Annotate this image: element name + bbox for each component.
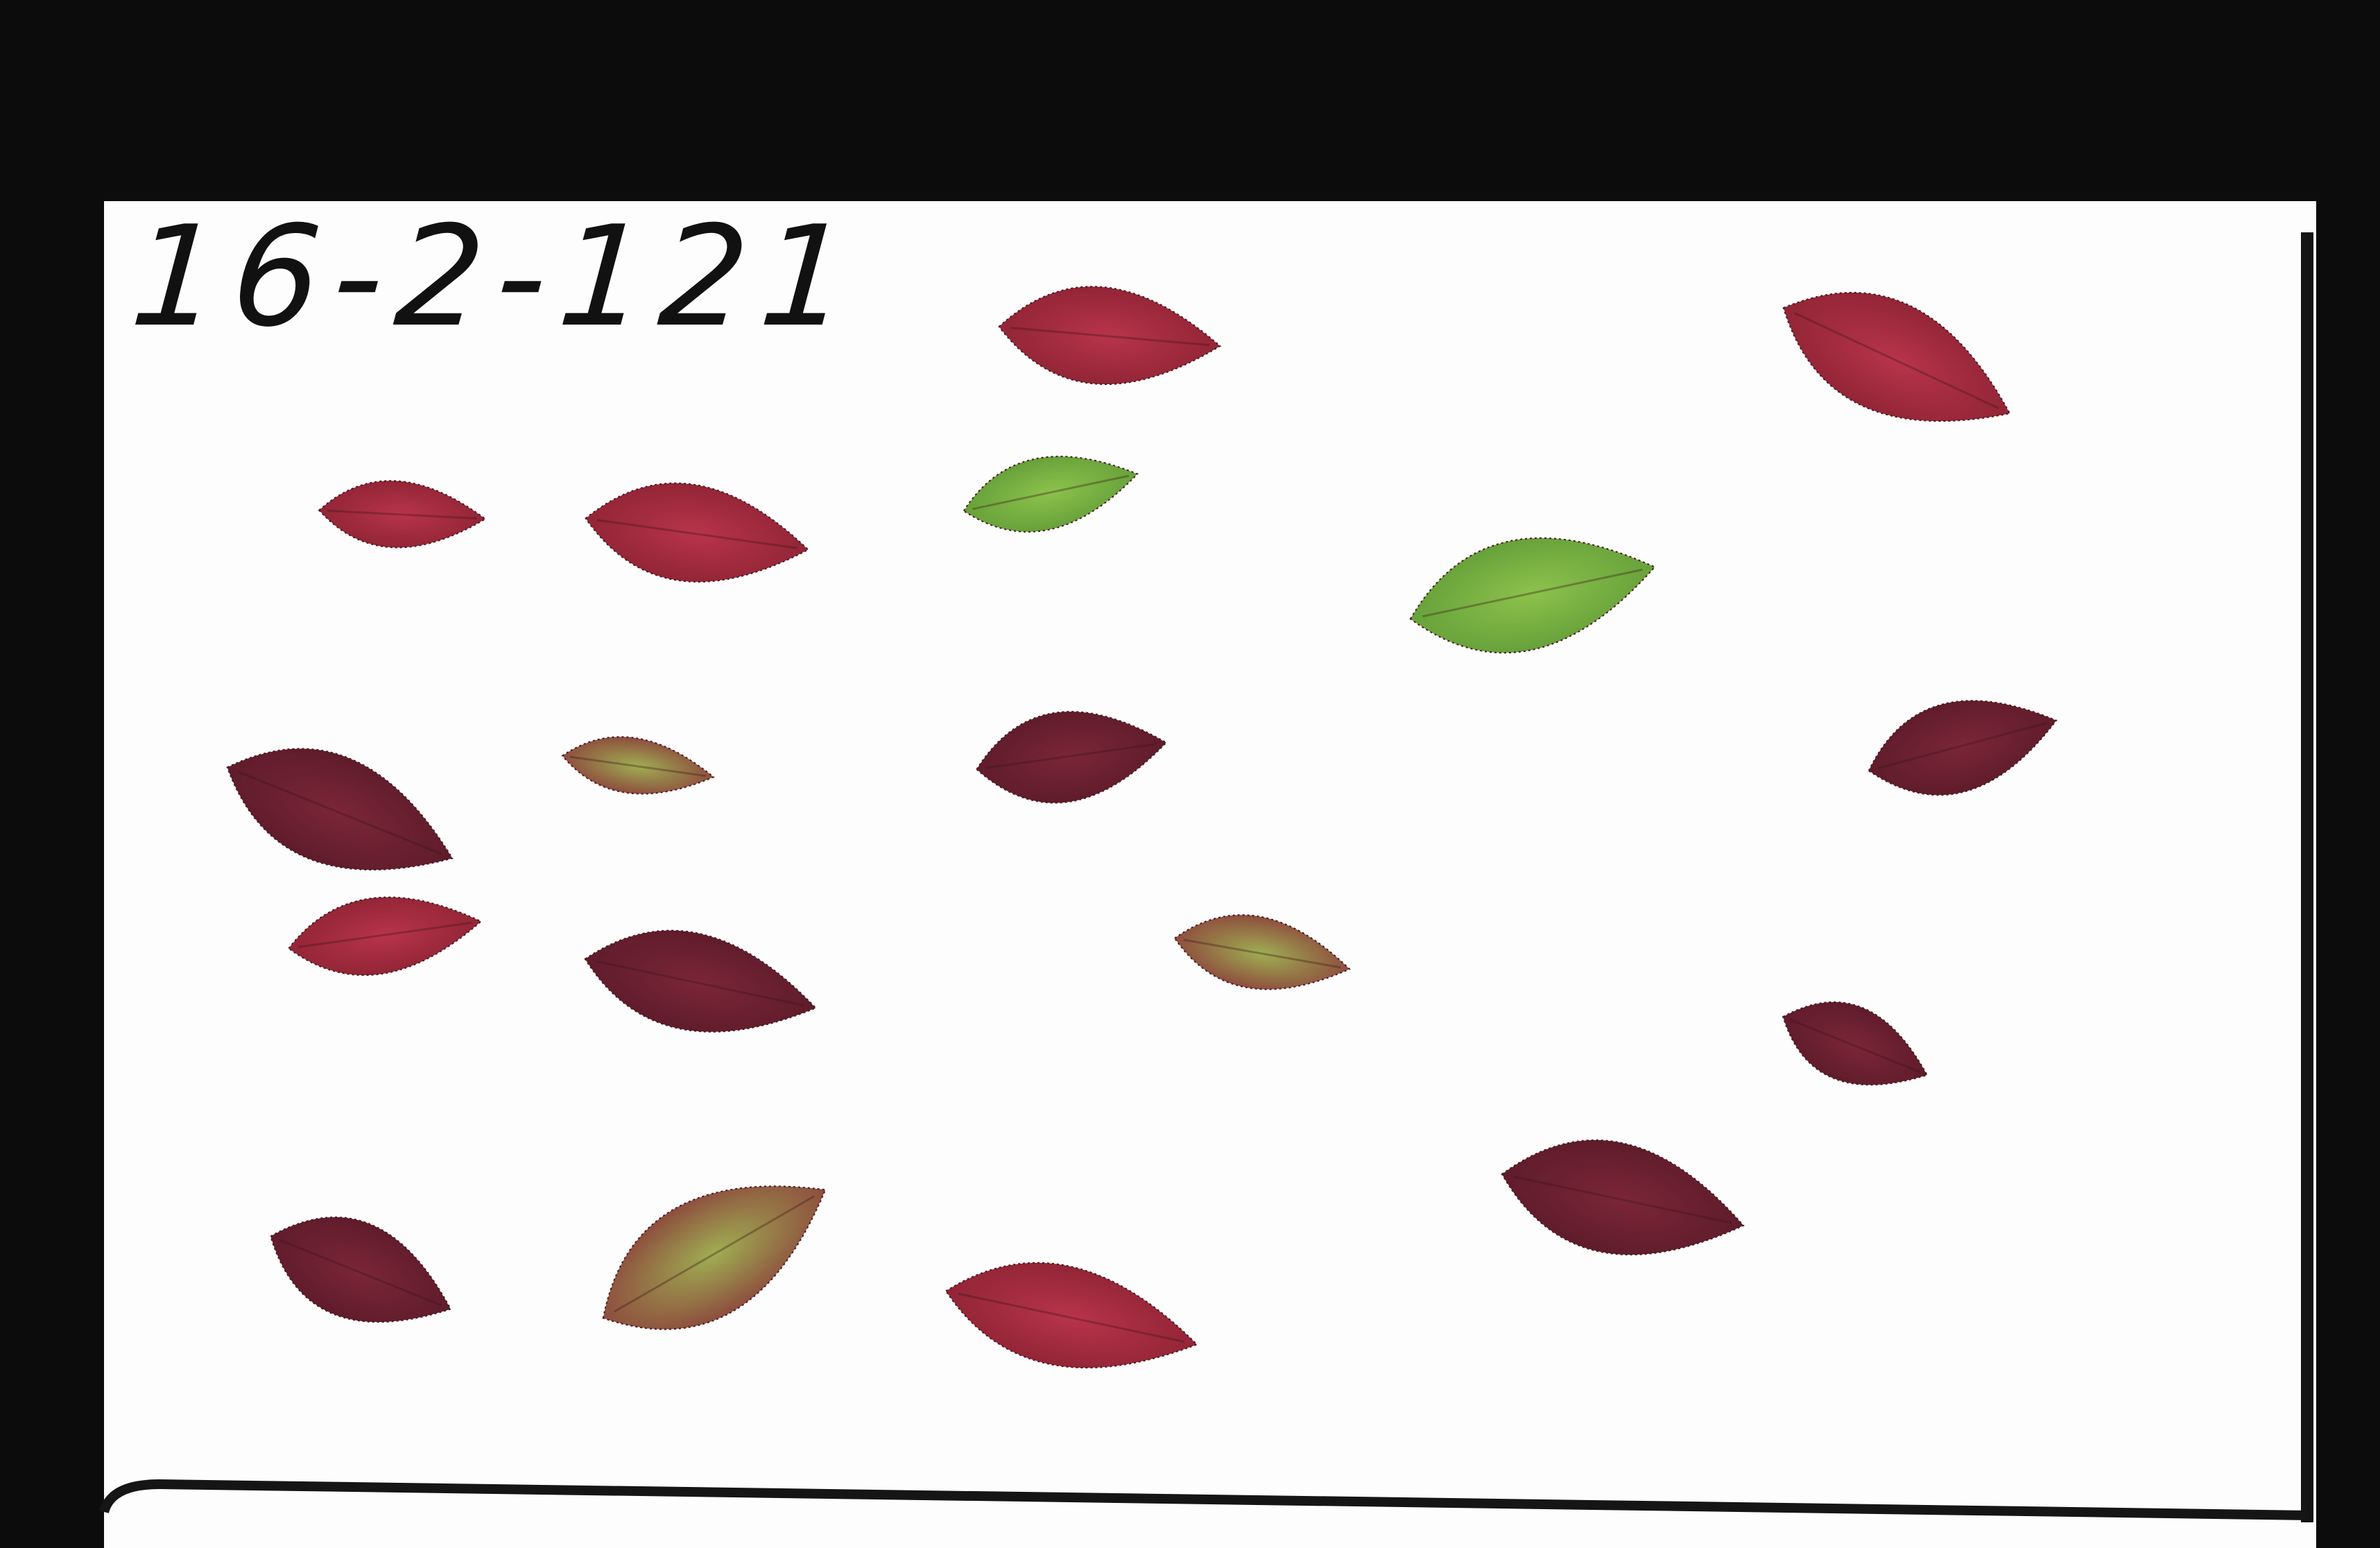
specimen-label: 16-2-121: [126, 196, 867, 358]
card-right-edge: [2301, 232, 2313, 1522]
